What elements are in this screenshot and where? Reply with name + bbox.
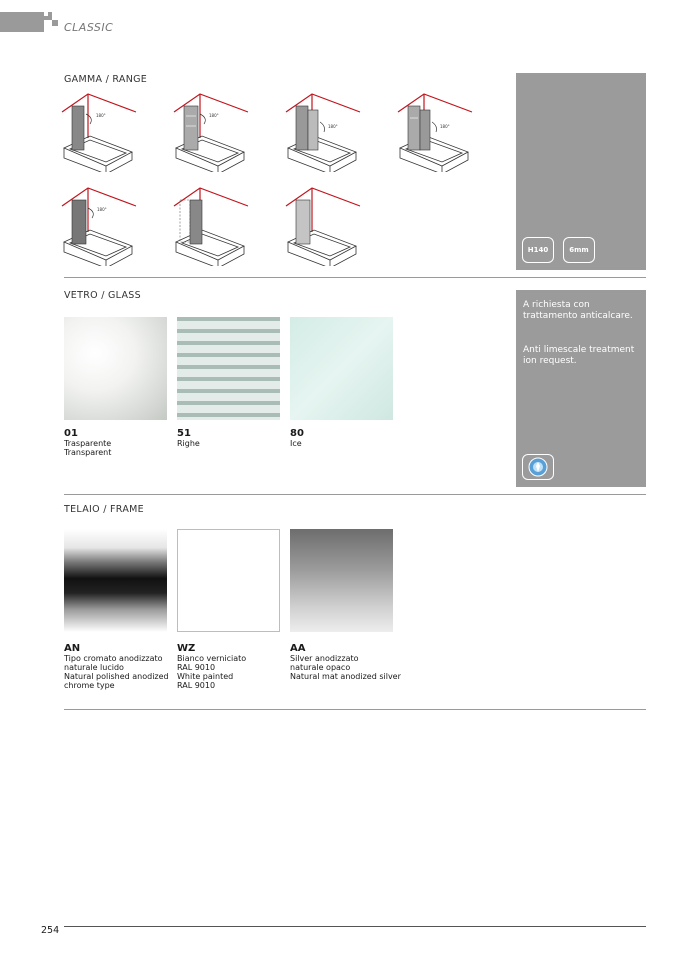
- frame-label: White painted: [177, 672, 234, 681]
- height-badge: H140: [522, 237, 554, 263]
- frame-item-wz: [177, 643, 246, 690]
- glass-title: VETRO / GLASS: [64, 290, 141, 301]
- note-it: A richiesta con trattamento anticalcare.: [523, 300, 633, 321]
- glass-code: 51: [177, 428, 191, 439]
- angle-label: 180°: [97, 207, 107, 212]
- glass-swatch-ice: [290, 317, 393, 420]
- frame-swatch-chrome: [64, 529, 167, 632]
- glass-label: Righe: [177, 439, 200, 448]
- glass-info-panel: [516, 290, 646, 487]
- range-thumb-1: [60, 92, 138, 176]
- frame-swatch-white: [177, 529, 280, 632]
- frame-label: chrome type: [64, 681, 115, 690]
- glass-label: Ice: [290, 439, 302, 448]
- angle-label: 180°: [96, 113, 106, 118]
- range-thumb-4: [396, 92, 474, 176]
- divider: [64, 494, 646, 495]
- range-thumb-7: [284, 186, 362, 270]
- frame-label: Natural mat anodized silver: [290, 672, 401, 681]
- glass-swatch-transparent: [64, 317, 167, 420]
- divider: [64, 709, 646, 710]
- frame-label: Tipo cromato anodizzato: [64, 654, 163, 663]
- page-title: CLASSIC: [64, 21, 114, 34]
- header-square: [52, 20, 58, 26]
- angle-label: 180°: [209, 113, 219, 118]
- frame-code: WZ: [177, 643, 196, 654]
- page-number: 254: [41, 925, 60, 936]
- glass-swatch-stripes: [177, 317, 280, 420]
- range-thumb-2: [172, 92, 250, 176]
- glass-label-en: Transparent: [64, 448, 112, 457]
- frame-label: naturale opaco: [290, 663, 351, 672]
- glass-item-51: [177, 428, 200, 448]
- glass-label-it: Trasparente: [64, 439, 112, 448]
- angle-label: 180°: [440, 124, 450, 129]
- thickness-badge: 6mm: [563, 237, 595, 263]
- glass-item-01: [64, 428, 111, 457]
- footer-rule: [64, 926, 646, 927]
- glass-code: 01: [64, 428, 78, 439]
- glass-code: 80: [290, 428, 304, 439]
- frame-label: RAL 9010: [177, 681, 216, 690]
- frame-code: AA: [290, 643, 306, 654]
- frame-title: TELAIO / FRAME: [64, 504, 144, 515]
- anti-limescale-icon: [522, 454, 554, 480]
- range-thumb-6: [172, 186, 250, 270]
- angle-label: 180°: [328, 124, 338, 129]
- frame-label: Bianco verniciato: [177, 654, 247, 663]
- range-thumb-5: [60, 186, 138, 270]
- frame-label: Silver anodizzato: [290, 654, 359, 663]
- frame-label: naturale lucido: [64, 663, 124, 672]
- frame-label: Natural polished anodized: [64, 672, 169, 681]
- header-bar: [0, 12, 44, 32]
- frame-item-an: [64, 643, 169, 690]
- frame-code: AN: [64, 643, 81, 654]
- header-square: [44, 12, 48, 16]
- divider: [64, 277, 646, 278]
- frame-label: RAL 9010: [177, 663, 216, 672]
- range-thumb-3: [284, 92, 362, 176]
- range-title: GAMMA / RANGE: [64, 74, 148, 85]
- glass-item-80: [290, 428, 304, 448]
- range-info-panel: [516, 73, 646, 270]
- frame-swatch-silver: [290, 529, 393, 632]
- note-en: Anti limescale treatment ion request.: [523, 345, 635, 366]
- frame-item-aa: [290, 643, 401, 681]
